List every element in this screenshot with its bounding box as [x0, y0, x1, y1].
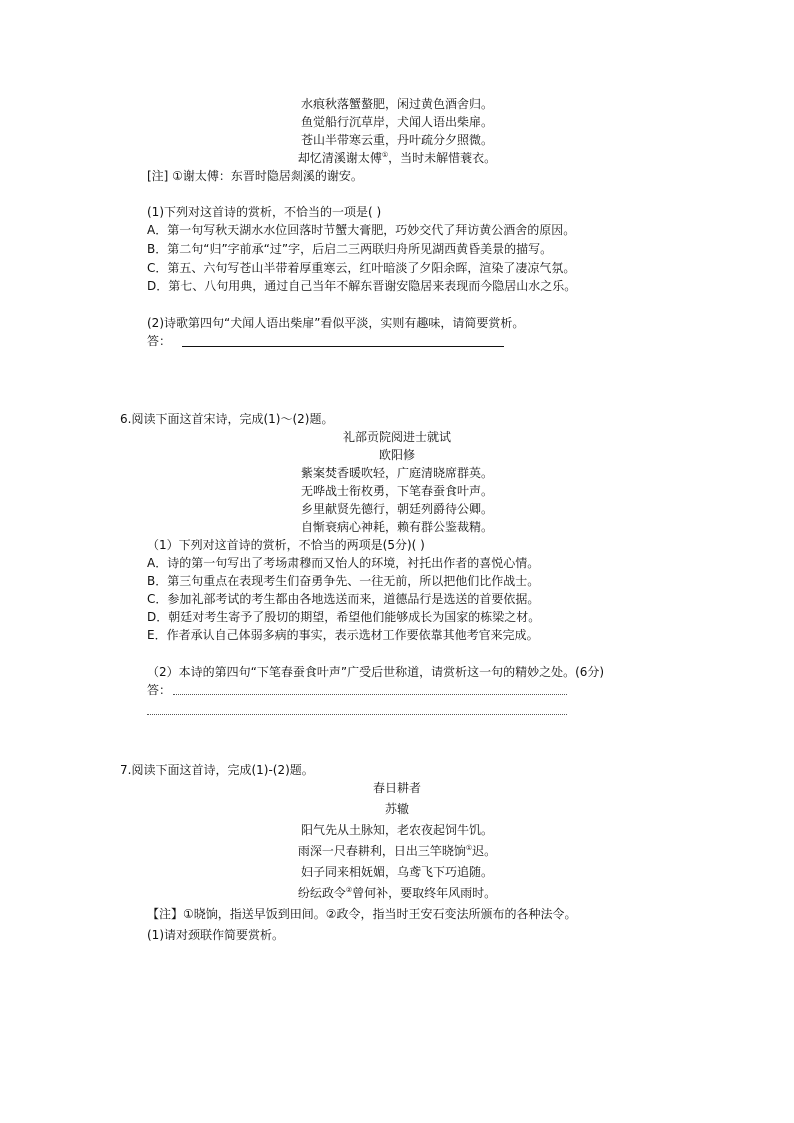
poem-title: 礼部贡院阅进士就试 [342, 430, 451, 444]
footnote: 【注】①晓饷，指送早饭到田间。②政令，指当时王安石变法所颁布的各种法令。 [147, 907, 577, 921]
answer-line[interactable] [173, 694, 567, 695]
footnote-marker: ② [345, 886, 353, 894]
poem-line: 阳气先从土脉知，老农夜起饲牛饥。 [300, 823, 493, 837]
section-6-intro: 6.阅读下面这首宋诗，完成(1)～(2)题。 [120, 412, 334, 426]
poem-line: 妇子同来相妩媚，乌鸢飞下巧追随。 [300, 865, 493, 879]
question-1: (1)请对颈联作简要赏析。 [147, 928, 284, 942]
option-b: B．第二句“归”字前承“过”字，后启二三两联归舟所见湖西黄昏美景的描写。 [147, 242, 553, 256]
answer-label: 答： [147, 683, 172, 697]
poem-line: 乡里献贤先德行，朝廷列爵待公卿。 [300, 502, 493, 516]
option-d: D．朝廷对考生寄予了殷切的期望，希望他们能够成长为国家的栋梁之材。 [147, 610, 541, 624]
poem-line: 自惭衰病心神耗，赖有群公鉴裁精。 [300, 520, 493, 534]
option-c: C．第五、六句写苍山半带着厚重寒云，红叶暗淡了夕阳余晖，渲染了凄凉气氛。 [147, 261, 576, 275]
option-e: E．作者承认自己体弱多病的事实，表示选材工作要依靠其他考官来完成。 [147, 628, 539, 642]
footnote-marker: ① [381, 151, 389, 159]
answer-line[interactable] [147, 714, 567, 715]
poem-author: 苏辙 [384, 802, 409, 816]
poem-line: 雨深一尺春耕利，日出三竿晓饷①迟。 [297, 844, 497, 858]
section-7-intro: 7.阅读下面这首诗，完成(1)-(2)题。 [120, 763, 314, 777]
poem-title: 春日耕者 [372, 781, 421, 795]
poem-line: 无哗战士衔枚勇，下笔春蚕食叶声。 [300, 484, 493, 498]
option-b: B．第三句重点在表现考生们奋勇争先、一往无前，所以把他们比作战士。 [147, 574, 540, 588]
poem-line: 纷纭政令②曾何补，要取终年风雨时。 [297, 886, 497, 900]
poem-line: 紫案焚香暖吹轻，广庭清晓席群英。 [300, 466, 493, 480]
question-2: (2)诗歌第四句“犬闻人语出柴扉”看似平淡，实则有趣味，请简要赏析。 [147, 316, 525, 330]
option-a: A．诗的第一句写出了考场肃穆而又怡人的环境，衬托出作者的喜悦心情。 [147, 556, 540, 570]
question-1: (1)下列对这首诗的赏析，不恰当的一项是( ) [147, 205, 382, 219]
footnote-marker: ① [465, 844, 473, 852]
footnote: [注] ①谢太傅：东晋时隐居剡溪的谢安。 [147, 169, 363, 183]
option-a: A．第一句写秋天湖水水位回落时节蟹大膏肥，巧妙交代了拜访黄公酒舍的原因。 [147, 223, 576, 237]
poem-author: 欧阳修 [378, 448, 415, 462]
answer-line[interactable] [182, 346, 504, 347]
poem-line: 水痕秋落蟹螯肥，闲过黄色酒舍归。 [300, 97, 493, 111]
poem-line: 却忆清溪谢太傅①，当时未解惜蓑衣。 [297, 151, 497, 165]
question-1: （1）下列对这首诗的赏析，不恰当的两项是(5分)( ) [147, 538, 425, 552]
question-2: （2）本诗的第四句“下笔春蚕食叶声”广受后世称道，请赏析这一句的精妙之处。(6分) [147, 665, 605, 679]
poem-line: 苍山半带寒云重，丹叶疏分夕照微。 [300, 133, 493, 147]
answer-label: 答： [147, 334, 172, 348]
option-c: C．参加礼部考试的考生都由各地选送而来，道德品行是选送的首要依据。 [147, 592, 540, 606]
poem-line: 鱼觉船行沉草岸，犬闻人语出柴扉。 [300, 115, 493, 129]
option-d: D．第七、八句用典，通过自己当年不解东晋谢安隐居来表现而今隐居山水之乐。 [147, 279, 577, 293]
